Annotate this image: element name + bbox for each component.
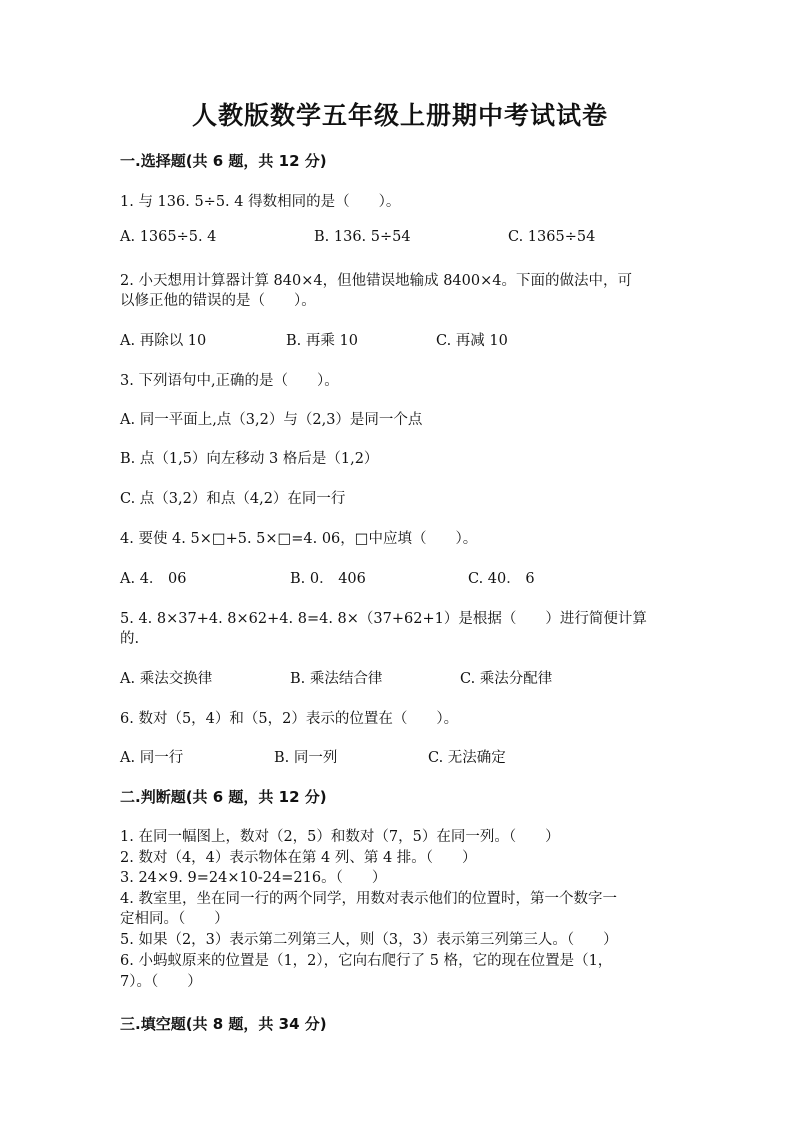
question-5-text-line-1: 5. 4. 8×37+4. 8×62+4. 8=4. 8×（37+62+1）是根据（ ）进行简便计算: [120, 611, 647, 627]
question-4-text: 4. 要使 4. 5×□+5. 5×□=4. 06，□中应填（ ）。: [120, 531, 478, 547]
question-6-option-c: C. 无法确定: [428, 750, 506, 766]
section-heading-judgment: 二.判断题(共 6 题，共 12 分): [120, 788, 327, 806]
question-2-text-line-1: 2. 小天想用计算器计算 840×4，但他错误地输成 8400×4。下面的做法中，可: [120, 273, 632, 289]
question-2-option-b: B. 再乘 10: [286, 333, 358, 349]
page-title: 人教版数学五年级上册期中考试试卷: [191, 101, 608, 130]
question-5-option-a: A. 乘法交换律: [120, 671, 213, 687]
question-5-text-line-2: 的.: [120, 631, 140, 647]
question-5-option-c: C. 乘法分配律: [460, 671, 553, 687]
question-1-option-c: C. 1365÷54: [508, 229, 596, 245]
judgment-line-2: 2. 数对（4，4）表示物体在第 4 列、第 4 排。（ ）: [120, 850, 477, 866]
judgment-line-4: 4. 教室里，坐在同一行的两个同学，用数对表示他们的位置时，第一个数字一: [120, 891, 617, 907]
question-1-option-b: B. 136. 5÷54: [314, 229, 411, 245]
question-4-option-c: C. 40． 6: [468, 571, 535, 587]
question-6-option-a: A. 同一行: [120, 750, 184, 766]
question-2-text-line-2: 以修正他的错误的是（ ）。: [120, 293, 316, 309]
question-5-option-b: B. 乘法结合律: [290, 671, 383, 687]
section-heading-fill-in: 三.填空题(共 8 题，共 34 分): [120, 1015, 327, 1033]
judgment-line-1: 1. 在同一幅图上，数对（2，5）和数对（7，5）在同一列。（ ）: [120, 829, 560, 845]
question-4-option-a: A. 4． 06: [120, 571, 187, 587]
question-6-text: 6. 数对（5，4）和（5，2）表示的位置在（ ）。: [120, 711, 459, 727]
question-3-option-c: C. 点（3,2）和点（4,2）在同一行: [120, 491, 346, 507]
question-6-option-b: B. 同一列: [274, 750, 338, 766]
question-3-option-b: B. 点（1,5）向左移动 3 格后是（1,2）: [120, 451, 379, 467]
question-4-option-b: B. 0． 406: [290, 571, 366, 587]
question-3-text: 3. 下列语句中,正确的是（ ）。: [120, 373, 339, 389]
question-1-option-a: A. 1365÷5. 4: [120, 229, 217, 245]
section-heading-choice: 一.选择题(共 6 题，共 12 分): [120, 152, 327, 170]
judgment-line-7: 6. 小蚂蚁原来的位置是（1，2），它向右爬行了 5 格，它的现在位置是（1，: [120, 953, 613, 969]
judgment-line-6: 5. 如果（2，3）表示第二列第三人，则（3，3）表示第三列第三人。（ ）: [120, 932, 618, 948]
judgment-line-3: 3. 24×9. 9=24×10-24=216。（ ）: [120, 870, 387, 886]
question-2-option-c: C. 再减 10: [436, 333, 508, 349]
judgment-line-5: 定相同。（ ）: [120, 911, 229, 927]
question-1-text: 1. 与 136. 5÷5. 4 得数相同的是（ ）。: [120, 194, 401, 210]
question-3-option-a: A. 同一平面上,点（3,2）与（2,3）是同一个点: [120, 412, 423, 428]
question-2-option-a: A. 再除以 10: [120, 333, 207, 349]
judgment-line-8: 7）。（ ）: [120, 974, 202, 990]
